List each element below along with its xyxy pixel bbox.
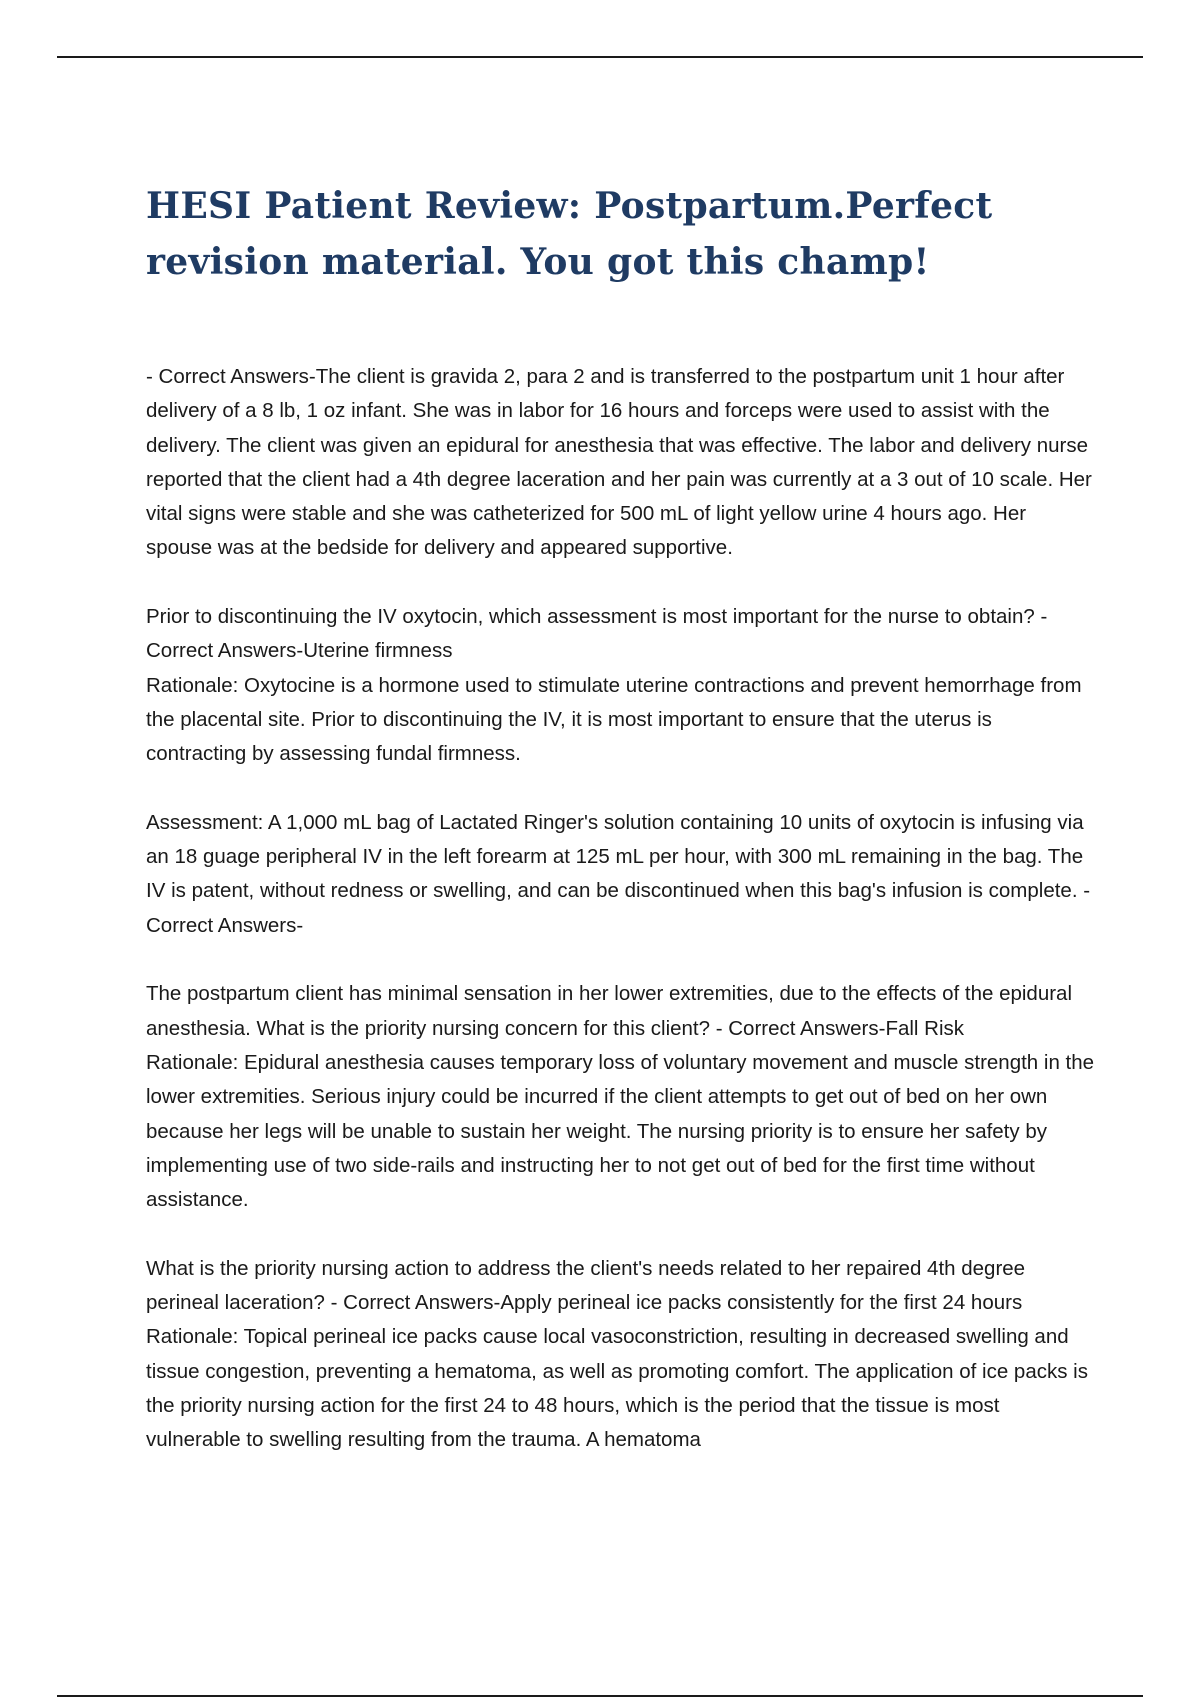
paragraph-rationale-fall-risk: Rationale: Epidural anesthesia causes temporary loss of voluntary movement and muscle strength in the lower extremities. Serious injury could be incurred if the client attempts to get out of bed on her own because her legs will be unable to sustain her weight. The nursing priority is to ensure her safety by implementing use of two side-rails and instructing her to not get out of bed for the first time without assistance.	[146, 1050, 1095, 1212]
paragraph-question-laceration: What is the priority nursing action to address the client's needs related to her repaired 4th degree perineal laceration? - Correct Answers-Apply perineal ice packs consistently for the first 24 hours	[146, 1256, 1026, 1315]
paragraph-case-intro: - Correct Answers-The client is gravida 2, para 2 and is transferred to the postpartum unit 1 hour after delivery of a 8 lb, 1 oz infant. She was in labor for 16 hours and forceps were used to assist with the delivery. The client was given an epidural for anesthesia that was effective. The labor and delivery nurse reported that the client had a 4th degree laceration and her pain was currently at a 3 out of 10 scale. Her vital signs were stable and she was catheterized for 500 mL of light yellow urine 4 hours ago. Her spouse was at the bedside for delivery and appeared supportive.	[146, 365, 1092, 560]
paragraph-question-fall-risk: The postpartum client has minimal sensation in her lower extremities, due to the effects of the epidural anesthesia. What is the priority nursing concern for this client? - Correct Answers-Fall Risk	[146, 982, 1073, 1040]
paragraph-rationale-oxytocin: Rationale: Oxytocine is a hormone used to stimulate uterine contractions and prevent hemorrhage from the placental site. Prior to discontinuing the IV, it is most important to ensure that the uterus is contracting by assessing fundal firmness.	[146, 673, 1082, 766]
paragraph-rationale-laceration: Rationale: Topical perineal ice packs cause local vasoconstriction, resulting in decreased swelling and tissue congestion, preventing a hematoma, as well as promoting comfort. The application of ice packs is the priority nursing action for the first 24 to 48 hours, which is the period that the tissue is most vulnerable to swelling resulting from the trauma. A hematoma	[146, 1325, 1088, 1452]
title-line-1: HESI Patient Review: Postpartum.Perfect	[146, 185, 993, 227]
document-body	[146, 360, 1096, 1458]
paragraph-gap	[146, 772, 1096, 806]
paragraph-question-oxytocin: Prior to discontinuing the IV oxytocin, which assessment is most important for the nurse to obtain? - Correct Answers-Uterine firmness	[146, 605, 1048, 663]
bottom-rule	[57, 1695, 1143, 1697]
paragraph-gap	[146, 943, 1096, 977]
paragraph-assessment-iv: Assessment: A 1,000 mL bag of Lactated Ringer's solution containing 10 units of oxytocin is infusing via an 18 guage peripheral IV in the left forearm at 125 mL per hour, with 300 mL remaining in the bag. The IV is patent, without redness or swelling, and can be discontinued when this bag's infusion is complete. - Correct Answers-	[146, 810, 1091, 937]
paragraph-gap	[146, 566, 1096, 600]
title-line-2: revision material. You got this champ!	[146, 241, 930, 283]
top-rule	[57, 56, 1143, 58]
document-title	[146, 178, 1106, 290]
paragraph-gap	[146, 1217, 1096, 1251]
